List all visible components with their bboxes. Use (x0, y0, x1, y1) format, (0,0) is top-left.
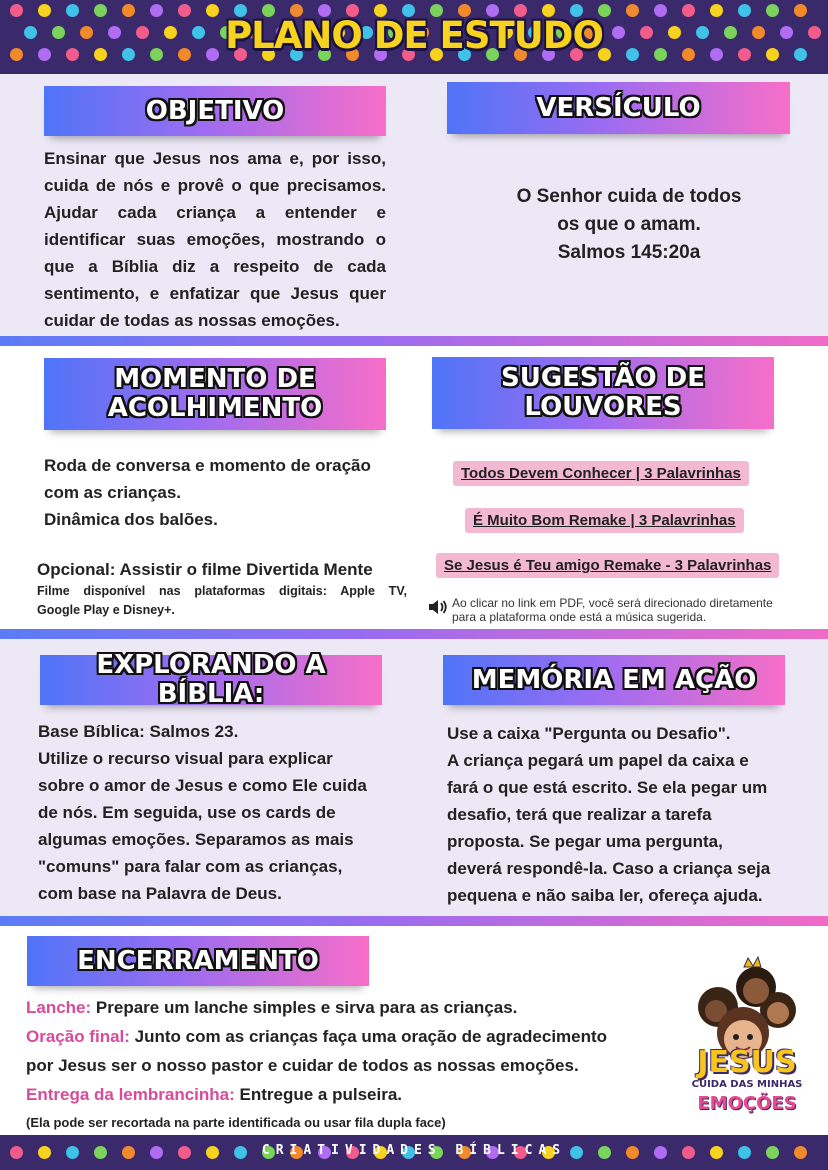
acolhimento-text (44, 452, 404, 533)
louvores-note (452, 596, 824, 624)
objetivo-header (44, 86, 386, 136)
oracao-text-2: por Jesus ser o nosso pastor e cuidar de todos as nossas emoções. (26, 1056, 579, 1075)
versiculo-text (470, 183, 788, 267)
objetivo-line: cuidar de todas as nossas emoções. (44, 311, 340, 330)
lanche-label: Lanche: (26, 998, 92, 1017)
acolhimento-platforms (37, 582, 407, 620)
encerramento-title: ENCERRAMENTO (77, 945, 319, 976)
encerramento-note: (Ela pode ser recortada na parte identificada ou usar fila dupla face) (26, 1115, 446, 1130)
encerramento-header (27, 936, 369, 986)
objetivo-line: identificar suas emoções, mostrando o (44, 230, 386, 249)
acolhimento-optional: Opcional: Assistir o filme Divertida Mente (37, 560, 373, 579)
biblia-line: com base na Palavra de Deus. (38, 884, 282, 903)
song-link-1[interactable]: Todos Devem Conhecer | 3 Palavrinhas (453, 461, 749, 486)
acolhimento-title-line-1: MOMENTO DE (114, 364, 316, 394)
louvores-title-line-2: LOUVORES (524, 392, 682, 422)
platforms-line-2: Google Play e Disney+. (37, 603, 175, 617)
jesus-cuida-logo (688, 955, 806, 1125)
entrega-text: Entregue a pulseira. (234, 1085, 403, 1104)
biblia-line: Utilize o recurso visual para explicar (38, 749, 333, 768)
acolhimento-line-3: Dinâmica dos balões. (44, 510, 218, 529)
acolhimento-header (44, 358, 386, 430)
versiculo-reference: Salmos 145:20a (557, 242, 701, 263)
song-link-3[interactable]: Se Jesus é Teu amigo Remake - 3 Palavrinhas (436, 553, 779, 578)
objetivo-line: cuida de nós e provê o que precisamos. (44, 176, 386, 195)
footer-text: CRIATIVIDADES BÍBLICAS (261, 1143, 567, 1158)
memoria-line: pequena e não saiba ler, ofereça ajuda. (447, 886, 763, 905)
page-title: PLANO DE ESTUDO (225, 14, 603, 57)
oracao-row (26, 1022, 686, 1051)
footer-bar (0, 1135, 828, 1170)
versiculo-line-1: O Senhor cuida de todos (516, 186, 742, 207)
objetivo-line: Ajudar cada criança a entender e (44, 203, 386, 222)
song-link-2[interactable]: É Muito Bom Remake | 3 Palavrinhas (465, 508, 744, 533)
lanche-text: Prepare um lanche simples e sirva para as crianças. (91, 998, 518, 1017)
louvores-title (501, 364, 705, 422)
biblia-line: "comuns" para falar com as crianças, (38, 857, 343, 876)
divider-3 (0, 916, 828, 926)
biblia-line: Base Bíblica: Salmos 23. (38, 722, 239, 741)
memoria-line: Use a caixa "Pergunta ou Desafio". (447, 724, 731, 743)
objetivo-line: que a Bíblia diz a respeito de cada (44, 257, 386, 276)
biblia-title: EXPLORANDO A BÍBLIA: (96, 650, 326, 709)
memoria-header (443, 655, 785, 705)
louvores-title-line-1: SUGESTÃO DE (500, 363, 705, 393)
memoria-line: proposta. Se pegar uma pergunta, (447, 832, 723, 851)
memoria-line: A criança pegará um papel da caixa e (447, 751, 749, 770)
platforms-line-1: Filme disponível nas plataformas digitais: Apple TV, (37, 584, 407, 598)
oracao-label: Oração final: (26, 1027, 130, 1046)
lanche-row (26, 993, 686, 1022)
objetivo-line: Ensinar que Jesus nos ama e, por isso, (44, 149, 386, 168)
oracao-text: Junto com as crianças faça uma oração de agradecimento (129, 1027, 608, 1046)
biblia-text (38, 718, 398, 907)
objetivo-line: sentimento, e enfatizar que Jesus quer (44, 284, 386, 303)
acolhimento-title-line-2: ACOLHIMENTO (107, 393, 323, 423)
memoria-line: desafio, terá que realizar a tarefa (447, 805, 712, 824)
acolhimento-line-2: com as crianças. (44, 483, 182, 502)
memoria-line: fará o que está escrito. Se ela pegar um (447, 778, 768, 797)
biblia-line: algumas emoções. Separamos as mais (38, 830, 354, 849)
note-line-2: para a plataforma onde está a música sugerida. (452, 610, 707, 624)
speaker-icon (428, 598, 448, 616)
logo-jesus: JESUS (697, 1045, 797, 1080)
biblia-header (40, 650, 382, 709)
divider-1 (0, 336, 828, 346)
versiculo-line-2: os que o amam. (557, 214, 701, 235)
biblia-line: de nós. Em seguida, use os cards de (38, 803, 336, 822)
note-line-1: Ao clicar no link em PDF, você será direcionado diretamente (452, 596, 773, 610)
acolhimento-title (108, 365, 323, 423)
divider-2 (0, 629, 828, 639)
memoria-line: deverá respondê-la. Caso a criança seja (447, 859, 771, 878)
acolhimento-line-1: Roda de conversa e momento de oração (44, 456, 371, 475)
logo-emocoes: EMOÇÕES (697, 1093, 797, 1114)
biblia-line: sobre o amor de Jesus e como Ele cuida (38, 776, 367, 795)
entrega-row (26, 1080, 686, 1109)
versiculo-title: VERSÍCULO (536, 92, 701, 123)
logo-subtitle: CUIDA DAS MINHAS (691, 1079, 803, 1090)
memoria-text (447, 720, 817, 909)
louvores-header (432, 357, 774, 429)
objetivo-title: OBJETIVO (145, 95, 285, 126)
header-bar (0, 0, 828, 74)
versiculo-header (447, 82, 790, 134)
encerramento-text (26, 993, 686, 1109)
objetivo-text (44, 145, 386, 334)
entrega-label: Entrega da lembrancinha: (26, 1085, 235, 1104)
memoria-title: MEMÓRIA EM AÇÃO (471, 664, 757, 695)
